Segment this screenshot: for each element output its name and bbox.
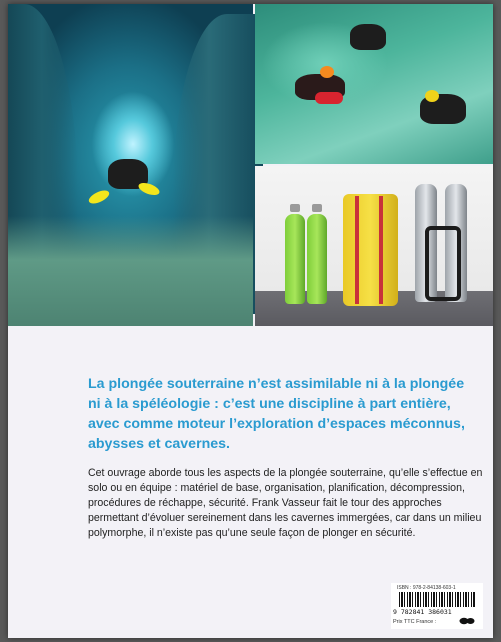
harness-strap-red xyxy=(355,196,359,304)
pool-divers-photo xyxy=(255,4,493,164)
diver-helmet-orange xyxy=(320,66,334,78)
book-back-cover xyxy=(8,4,493,638)
dive-tanks-photo xyxy=(255,166,493,326)
diver-figure xyxy=(350,24,386,50)
publisher-logo-icon xyxy=(459,617,475,625)
ean-number: 9 782841 386031 xyxy=(393,608,452,616)
harness-strap-red xyxy=(379,196,383,304)
cave-diver-photo xyxy=(8,4,253,326)
harness-black xyxy=(425,226,461,301)
harness-yellow xyxy=(343,194,398,306)
tank-valve xyxy=(312,204,322,212)
tank-green-right xyxy=(307,214,327,304)
barcode-bars xyxy=(399,592,475,607)
diver-suit-red xyxy=(315,92,343,104)
diver-helmet-yellow xyxy=(425,90,439,102)
price-label: Prix TTC France : xyxy=(393,619,437,625)
tank-valve xyxy=(290,204,300,212)
diver-fin-right xyxy=(137,181,161,198)
description-paragraph: Cet ouvrage aborde tous les aspects de la plongée souterraine, qu’elle s’effectue en solo ou en équipe : matériel de base, organisation, planification, décompression, procédures de réchappe, sécurité. Frank Vasseur fait le tour des approches permettant d’évoluer sereinement dans les cavernes immergées, car dans un milieu polymorphe, il n’existe pas qu’une seule façon de plonger en sécurité. xyxy=(88,467,483,539)
diver-fin-left xyxy=(87,188,111,206)
barcode-block xyxy=(391,583,483,629)
tank-green-left xyxy=(285,214,305,304)
lead-paragraph: La plongée souterraine n’est assimilable ni à la plongée ni à la spéléologie : c’est une discipline à part entière, avec comme moteur l’exploration d’espaces méconnus, abysses et cavernes. xyxy=(88,376,465,452)
isbn-label: ISBN : 978-2-84138-603-1 xyxy=(397,585,456,591)
cave-floor xyxy=(8,216,253,326)
text-panel xyxy=(8,326,493,638)
